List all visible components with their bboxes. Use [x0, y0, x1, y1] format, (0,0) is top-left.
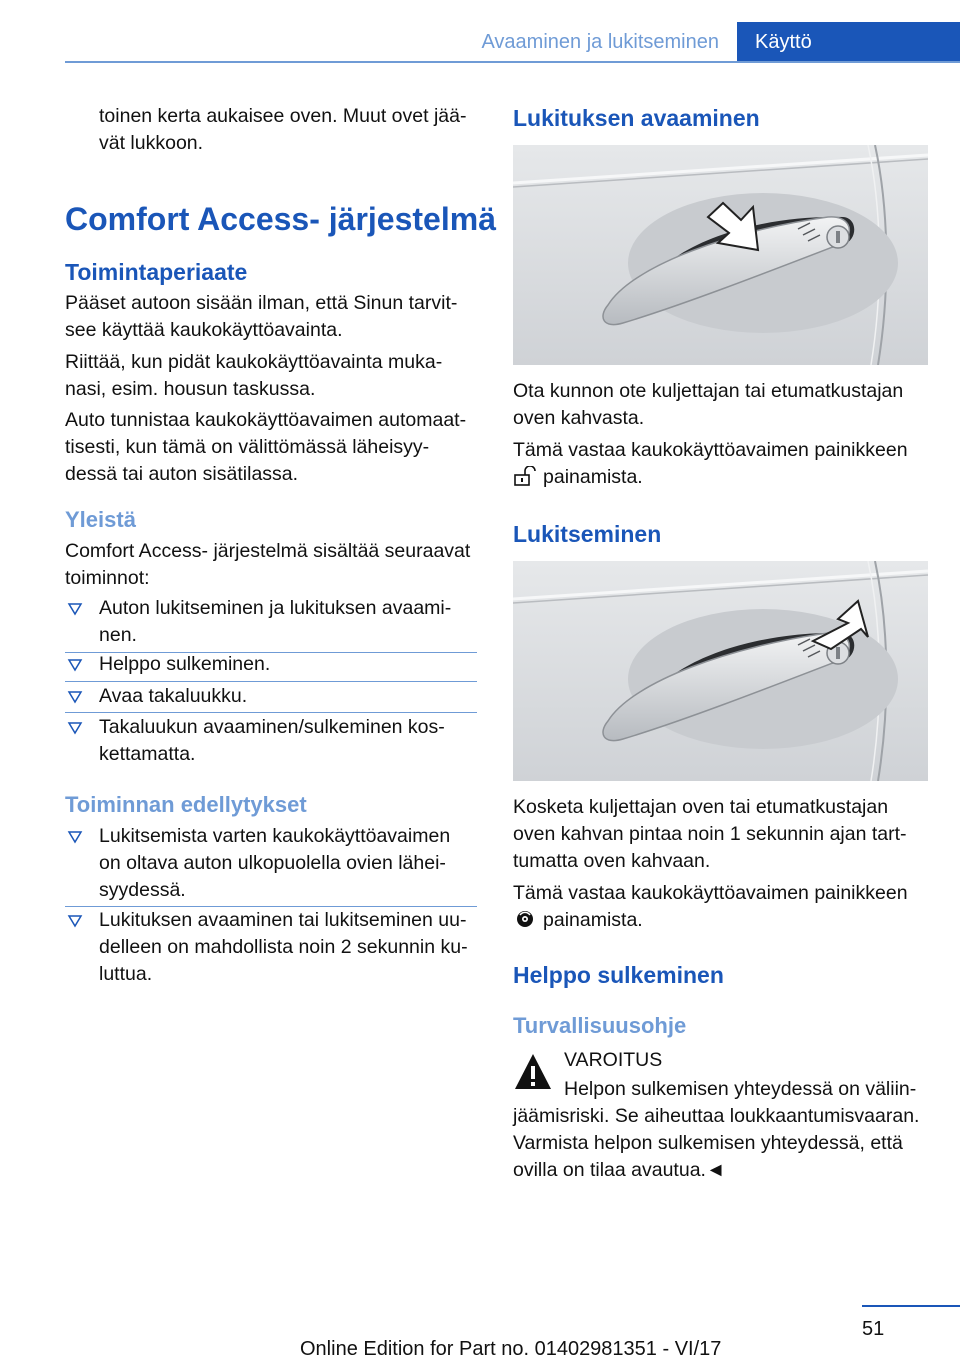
warning-line2: jäämisriski. Se aiheuttaa loukkaantumisvaaran.	[513, 1105, 920, 1127]
heading-unlock: Lukituksen avaaminen	[513, 105, 760, 131]
warning-line1: Helpon sulkemisen yhteydessä on väliin-	[564, 1078, 917, 1100]
requirements-bullet-2: Lukituksen avaaminen tai lukitseminen uu- delleen on mahdollista noin 2 sekunnin ku- luttua.	[65, 907, 485, 988]
door-handle-lock-image	[513, 561, 928, 781]
lock-text-line2: oven kahvan pintaa noin 1 sekunnin ajan tart-	[513, 823, 907, 845]
unlock-text-line4: painamista.	[513, 464, 643, 491]
bullet-triangle-icon	[65, 907, 85, 934]
lock-text-line4: Tämä vastaa kaukokäyttöavaimen painikkeen	[513, 882, 908, 904]
lock-button-icon	[513, 909, 539, 929]
general-bullet-1: Auton lukitseminen ja lukituksen avaami- nen.	[65, 595, 485, 649]
general-bullet-2: Helppo sulkeminen.	[65, 651, 485, 678]
principle-para1-line2: see käyttää kaukokäyttöavainta.	[65, 319, 343, 341]
bullet-separator	[65, 681, 477, 682]
general-intro-line2: toiminnot:	[65, 567, 150, 589]
door-handle-illustration	[513, 145, 928, 365]
bullet-triangle-icon	[65, 823, 85, 850]
header-section-title: Avaaminen ja lukitseminen	[481, 31, 719, 53]
continuation-line-2: vät lukkoon.	[99, 132, 204, 154]
footer-rule	[862, 1305, 960, 1307]
header-rule	[65, 61, 960, 63]
warning-label: VAROITUS	[564, 1049, 663, 1071]
unlock-text-line3: Tämä vastaa kaukokäyttöavaimen painikkeen	[513, 439, 908, 461]
bullet-separator	[65, 712, 477, 713]
principle-para1-line1: Pääset autoon sisään ilman, että Sinun tarvit-	[65, 292, 458, 314]
footer-edition: Online Edition for Part no. 01402981351 - VI/17	[300, 1338, 722, 1360]
door-handle-unlock-image	[513, 145, 928, 365]
bullet-triangle-icon	[65, 683, 85, 710]
principle-para2-line2: nasi, esim. housun taskussa.	[65, 378, 316, 400]
page-title: Comfort Access- järjestelmä	[65, 201, 496, 237]
bullet-triangle-icon	[65, 714, 85, 741]
principle-para3-line1: Auto tunnistaa kaukokäyttöavaimen automaat-	[65, 409, 467, 431]
lock-text-line3: tumatta oven kahvaan.	[513, 850, 711, 872]
general-bullet-3: Avaa takaluukku.	[65, 683, 485, 710]
heading-safety: Turvallisuusohje	[513, 1013, 687, 1038]
general-intro-line1: Comfort Access- järjestelmä sisältää seuraavat	[65, 540, 471, 562]
heading-lock: Lukitseminen	[513, 521, 662, 547]
heading-requirements: Toiminnan edellytykset	[65, 792, 307, 817]
requirements-bullet-1: Lukitsemista varten kaukokäyttöavaimen on oltava auton ulkopuolella ovien lähei- syydessä.	[65, 823, 485, 904]
heading-easy-close: Helppo sulkeminen	[513, 962, 724, 988]
principle-para3-line3: dessä tai auton sisätilassa.	[65, 463, 299, 485]
bullet-triangle-icon	[65, 651, 85, 678]
page-number: 51	[862, 1318, 885, 1340]
bullet-triangle-icon	[65, 595, 85, 622]
warning-triangle-icon	[513, 1052, 553, 1092]
warning-line3: Varmista helpon sulkemisen yhteydessä, että	[513, 1132, 903, 1154]
principle-para2-line1: Riittää, kun pidät kaukokäyttöavainta muka-	[65, 351, 443, 373]
lock-text-line5: painamista.	[513, 907, 643, 934]
lock-text-line1: Kosketa kuljettajan oven tai etumatkustajan	[513, 796, 889, 818]
heading-principle: Toimintaperiaate	[65, 259, 248, 285]
header-chapter-tab: Käyttö	[737, 22, 960, 62]
general-bullet-4: Takaluukun avaaminen/sulkeminen kos- kettamatta.	[65, 714, 485, 768]
principle-para3-line2: tisesti, kun tämä on välittömässä läheisyy-	[65, 436, 430, 458]
door-handle-illustration	[513, 561, 928, 781]
warning-line4: ovilla on tilaa avautua.◄	[513, 1159, 726, 1181]
unlock-button-icon	[513, 466, 539, 486]
unlock-text-line1: Ota kunnon ote kuljettajan tai etumatkustajan	[513, 380, 904, 402]
heading-general: Yleistä	[65, 507, 136, 532]
unlock-text-line2: oven kahvasta.	[513, 407, 645, 429]
continuation-line-1: toinen kerta aukaisee oven. Muut ovet jää-	[99, 105, 467, 127]
